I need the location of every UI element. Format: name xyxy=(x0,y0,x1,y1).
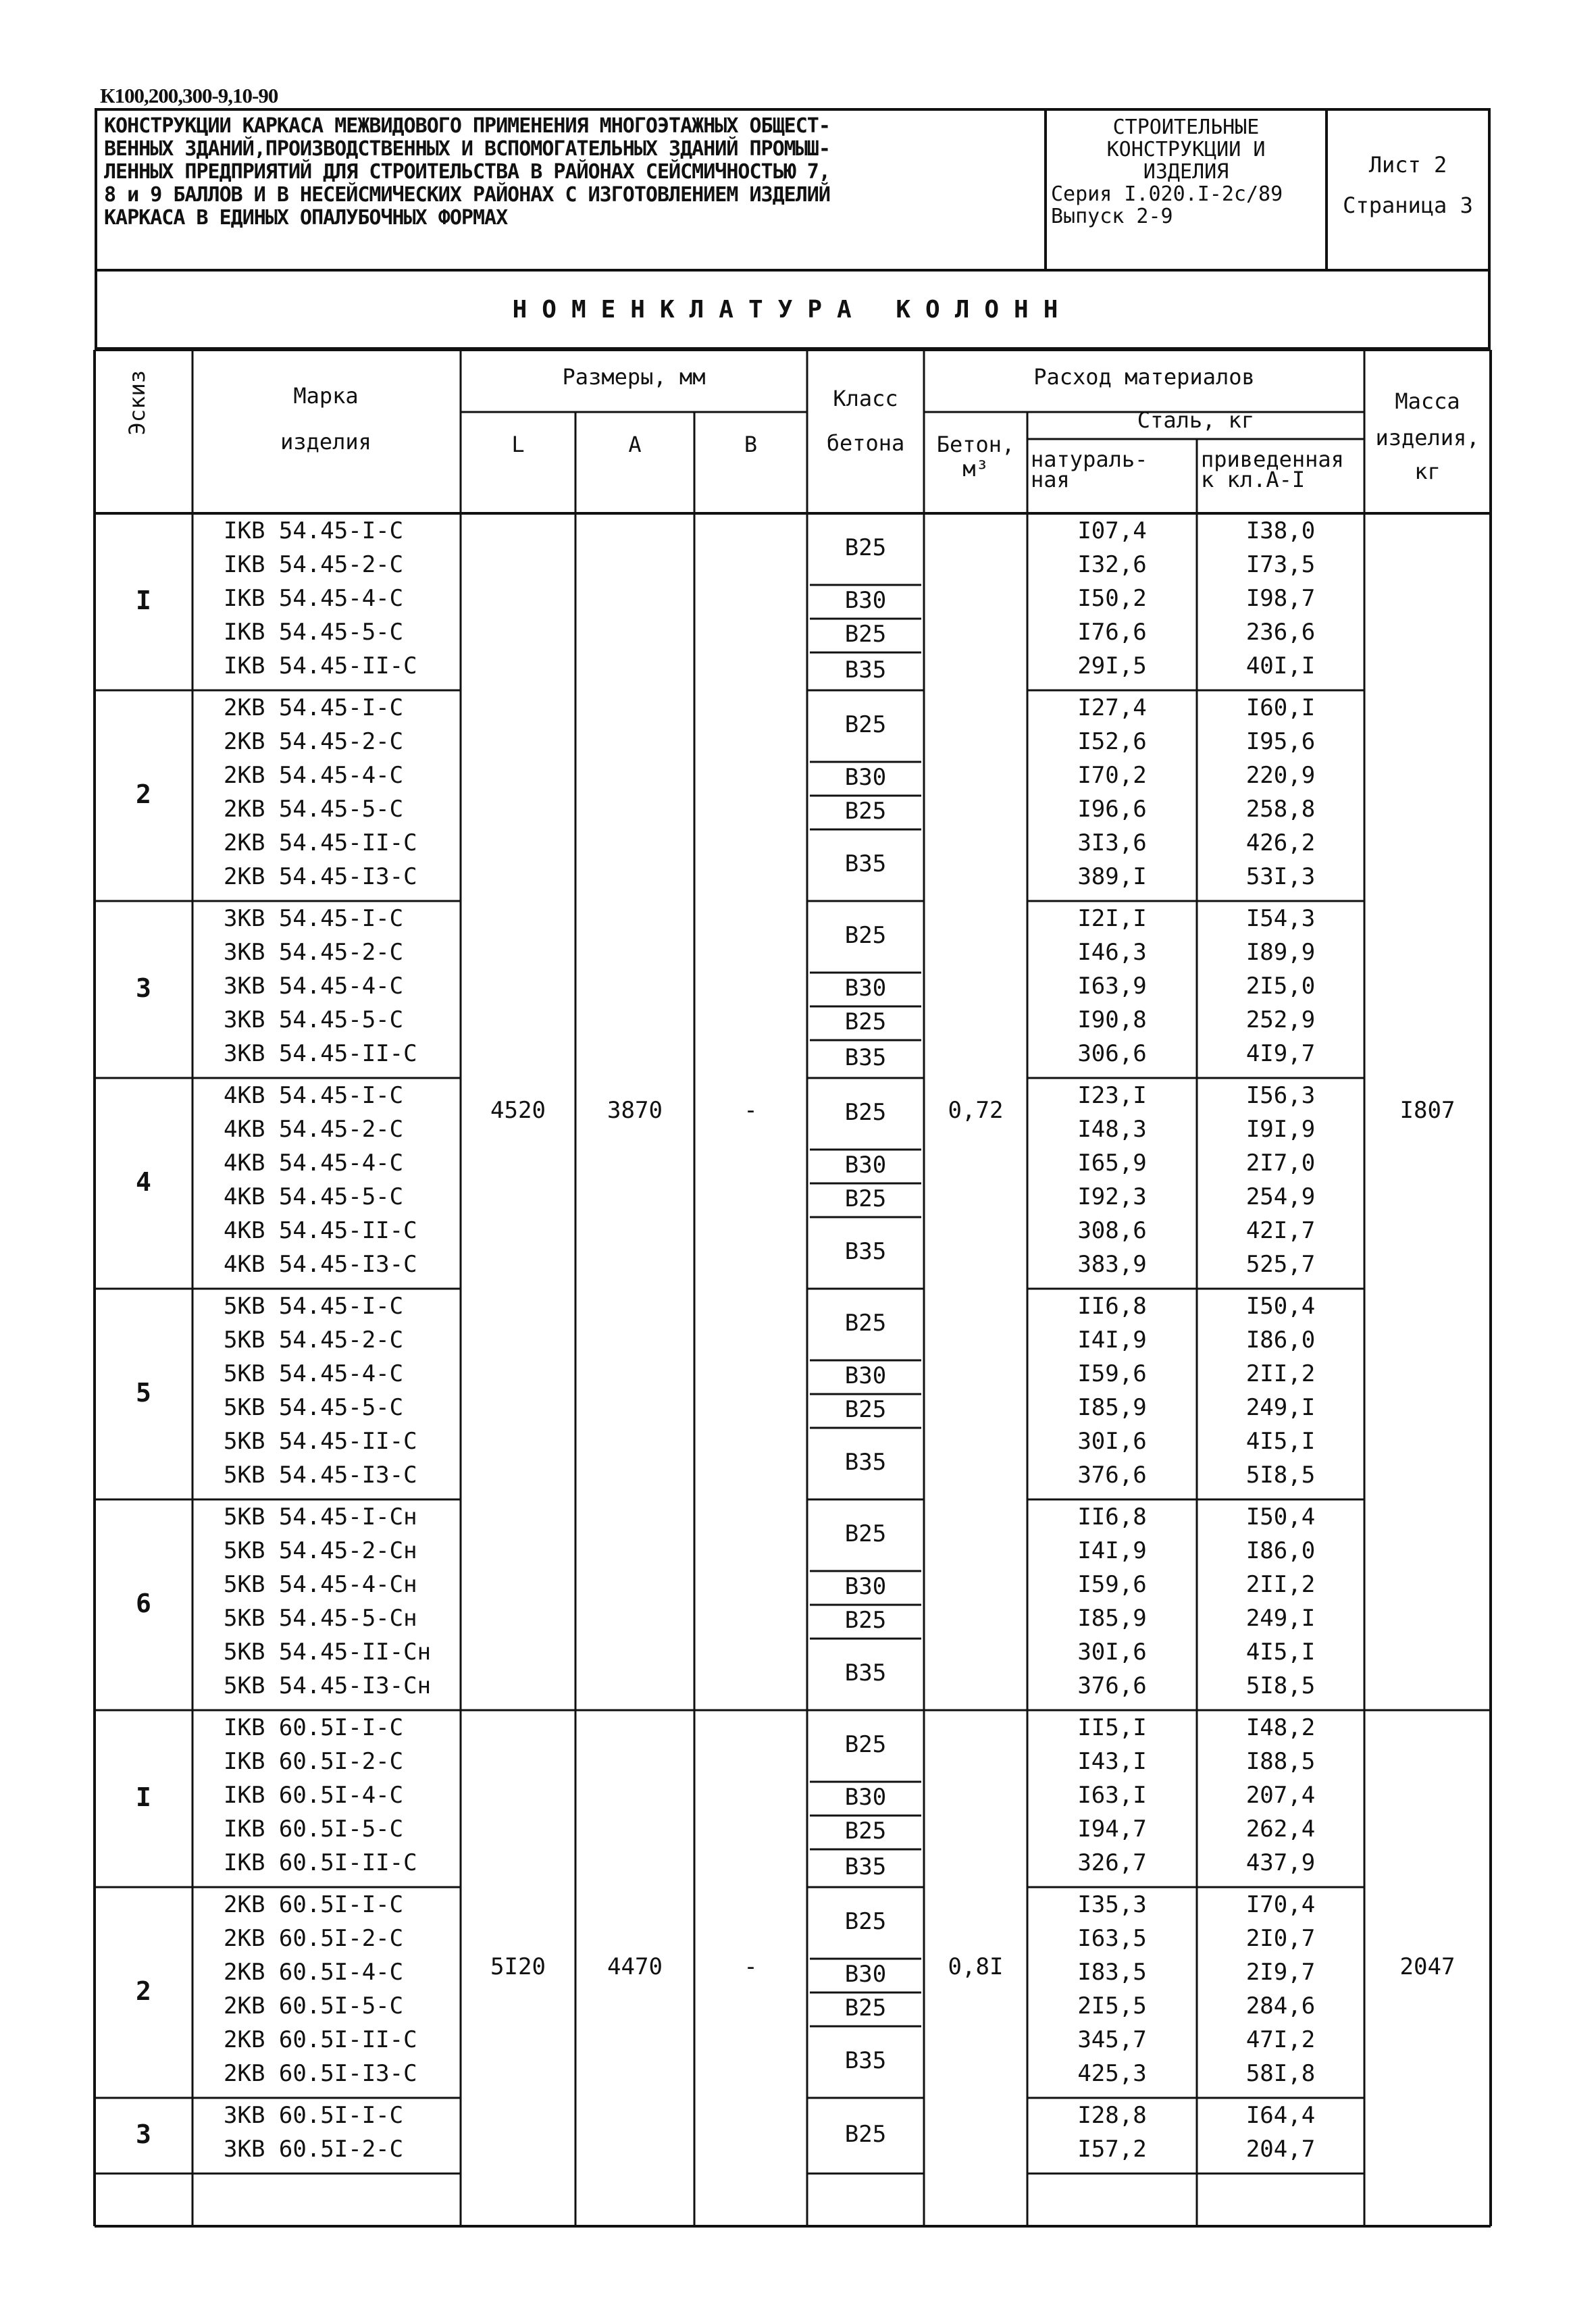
table-title: НОМЕНКЛАТУРА КОЛОНН xyxy=(95,269,1491,350)
item-mark: 3КВ 54.45-II-С xyxy=(224,1040,417,1067)
steel-reduced-value: I86,0 xyxy=(1245,1537,1316,1564)
concrete-class: B35 xyxy=(844,2047,887,2074)
steel-reduced-value: I50,4 xyxy=(1245,1293,1316,1320)
steel-reduced-value: 5I8,5 xyxy=(1245,1462,1316,1489)
steel-natural-value: I50,2 xyxy=(1077,585,1147,612)
concrete-class: B25 xyxy=(844,1310,887,1337)
concrete-class: B30 xyxy=(844,1784,887,1811)
header-series-number: Серия I.020.I-2с/89 xyxy=(1051,182,1283,206)
steel-reduced-value: I64,4 xyxy=(1245,2102,1316,2129)
item-mark: 3КВ 60.5I-2-С xyxy=(224,2136,404,2163)
item-mark: 4КВ 54.45-I3-С xyxy=(224,1251,417,1278)
steel-natural-value: I4I,9 xyxy=(1077,1537,1147,1564)
concrete-class: B35 xyxy=(844,1853,887,1880)
col-natural-header-1: натураль- xyxy=(1031,446,1148,472)
steel-natural-value: 345,7 xyxy=(1077,2026,1147,2053)
concrete-class: B35 xyxy=(844,1660,887,1687)
col-natural-header-2: ная xyxy=(1031,467,1070,492)
item-mark: 4КВ 54.45-I-С xyxy=(224,1082,404,1109)
steel-natural-value: I52,6 xyxy=(1077,728,1147,755)
steel-reduced-value: I56,3 xyxy=(1245,1082,1316,1109)
concrete-class: B25 xyxy=(844,1995,887,2022)
header-title-line: КОНСТРУКЦИИ КАРКАСА МЕЖВИДОВОГО ПРИМЕНЕНИЯ МНОГОЭТАЖНЫХ ОБЩЕСТ- xyxy=(104,114,830,138)
header-series-line: КОНСТРУКЦИИ И xyxy=(1106,138,1266,161)
sketch-number: 4 xyxy=(136,1167,151,1197)
steel-natural-value: I2I,I xyxy=(1077,905,1147,932)
item-mark: IКВ 54.45-2-С xyxy=(224,551,404,578)
steel-natural-value: 306,6 xyxy=(1077,1040,1147,1067)
item-mark: 5КВ 54.45-I3-С xyxy=(224,1462,417,1489)
steel-natural-value: I63,I xyxy=(1077,1782,1147,1809)
item-mark: 2КВ 54.45-I3-С xyxy=(224,863,417,890)
concrete-volume: 0,8I xyxy=(948,1953,1004,1980)
item-mark: 3КВ 54.45-5-С xyxy=(224,1006,404,1033)
concrete-class: B25 xyxy=(844,798,887,825)
steel-reduced-value: I38,0 xyxy=(1245,517,1316,544)
item-mark: 5КВ 54.45-II-С xyxy=(224,1428,417,1455)
concrete-class: B25 xyxy=(844,621,887,648)
item-mark: 2КВ 54.45-II-С xyxy=(224,829,417,856)
concrete-class: B25 xyxy=(844,1008,887,1035)
col-concrete-header-1: Бетон, xyxy=(936,432,1015,457)
steel-reduced-value: I88,5 xyxy=(1245,1748,1316,1775)
steel-natural-value: I32,6 xyxy=(1077,551,1147,578)
concrete-class: B35 xyxy=(844,1044,887,1071)
steel-reduced-value: 252,9 xyxy=(1245,1006,1316,1033)
steel-natural-value: I28,8 xyxy=(1077,2102,1147,2129)
item-mass: 2047 xyxy=(1399,1953,1456,1980)
steel-reduced-value: 220,9 xyxy=(1245,762,1316,789)
item-mark: IКВ 60.5I-2-С xyxy=(224,1748,404,1775)
steel-natural-value: 30I,6 xyxy=(1077,1428,1147,1455)
steel-reduced-value: 2I7,0 xyxy=(1245,1150,1316,1177)
steel-reduced-value: 47I,2 xyxy=(1245,2026,1316,2053)
steel-natural-value: I59,6 xyxy=(1077,1571,1147,1598)
concrete-class: B35 xyxy=(844,1238,887,1265)
item-mark: 2КВ 54.45-5-С xyxy=(224,796,404,823)
steel-reduced-value: 284,6 xyxy=(1245,1992,1316,2020)
col-mass-header-3: кг xyxy=(1414,459,1441,484)
concrete-class: B30 xyxy=(844,1362,887,1389)
size-L-value: 4520 xyxy=(490,1097,546,1124)
sketch-number: 3 xyxy=(136,2119,151,2149)
sketch-number: I xyxy=(136,1782,151,1812)
concrete-class: B35 xyxy=(844,1449,887,1476)
steel-reduced-value: 58I,8 xyxy=(1245,2060,1316,2087)
steel-natural-value: I46,3 xyxy=(1077,939,1147,966)
concrete-class: B25 xyxy=(844,711,887,738)
item-mark: IКВ 60.5I-I-С xyxy=(224,1714,404,1741)
steel-reduced-value: I54,3 xyxy=(1245,905,1316,932)
steel-natural-value: 29I,5 xyxy=(1077,652,1147,679)
header-title-line: ЛЕННЫХ ПРЕДПРИЯТИЙ ДЛЯ СТРОИТЕЛЬСТВА В РАЙОНАХ СЕЙСМИЧНОСТЬЮ 7, xyxy=(104,160,830,184)
concrete-class: B25 xyxy=(844,1731,887,1758)
steel-reduced-value: 53I,3 xyxy=(1245,863,1316,890)
concrete-class: B30 xyxy=(844,1152,887,1179)
steel-reduced-value: I86,0 xyxy=(1245,1327,1316,1354)
item-mark: 3КВ 60.5I-I-С xyxy=(224,2102,404,2129)
steel-reduced-value: 254,9 xyxy=(1245,1183,1316,1210)
item-mark: 5КВ 54.45-II-Сн xyxy=(224,1639,432,1666)
item-mark: 5КВ 54.45-2-С xyxy=(224,1327,404,1354)
item-mark: 3КВ 54.45-2-С xyxy=(224,939,404,966)
concrete-class: B25 xyxy=(844,1185,887,1212)
steel-reduced-value: 2II,2 xyxy=(1245,1571,1316,1598)
col-A-header: A xyxy=(628,432,642,457)
header-series-line: СТРОИТЕЛЬНЫЕ xyxy=(1112,115,1260,139)
steel-reduced-value: 437,9 xyxy=(1245,1849,1316,1876)
item-mark: 4КВ 54.45-5-С xyxy=(224,1183,404,1210)
steel-reduced-value: 426,2 xyxy=(1245,829,1316,856)
steel-natural-value: I85,9 xyxy=(1077,1394,1147,1421)
item-mark: 5КВ 54.45-2-Сн xyxy=(224,1537,417,1564)
steel-reduced-value: 236,6 xyxy=(1245,619,1316,646)
steel-reduced-value: 42I,7 xyxy=(1245,1217,1316,1244)
steel-reduced-value: 2I9,7 xyxy=(1245,1959,1316,1986)
steel-reduced-value: 207,4 xyxy=(1245,1782,1316,1809)
steel-natural-value: I90,8 xyxy=(1077,1006,1147,1033)
steel-reduced-value: 2II,2 xyxy=(1245,1360,1316,1387)
size-A-value: 3870 xyxy=(607,1097,663,1124)
steel-natural-value: I70,2 xyxy=(1077,762,1147,789)
steel-natural-value: II6,8 xyxy=(1077,1503,1147,1531)
steel-reduced-value: 5I8,5 xyxy=(1245,1672,1316,1699)
concrete-class: B35 xyxy=(844,850,887,877)
concrete-class: B30 xyxy=(844,1961,887,1988)
col-mass-header-2: изделия, xyxy=(1375,425,1480,451)
concrete-class: B30 xyxy=(844,975,887,1002)
steel-natural-value: I4I,9 xyxy=(1077,1327,1147,1354)
steel-reduced-value: I48,2 xyxy=(1245,1714,1316,1741)
item-mark: 4КВ 54.45-2-С xyxy=(224,1116,404,1143)
steel-natural-value: I48,3 xyxy=(1077,1116,1147,1143)
steel-reduced-value: I73,5 xyxy=(1245,551,1316,578)
steel-natural-value: I63,5 xyxy=(1077,1925,1147,1952)
page-number: Страница 3 xyxy=(1343,192,1473,218)
steel-reduced-value: 258,8 xyxy=(1245,796,1316,823)
concrete-class: B25 xyxy=(844,534,887,561)
header-title-line: КАРКАСА В ЕДИНЫХ ОПАЛУБОЧНЫХ ФОРМАХ xyxy=(104,206,508,230)
item-mark: IКВ 54.45-4-С xyxy=(224,585,404,612)
sketch-number: 2 xyxy=(136,1976,151,2006)
item-mark: 2КВ 54.45-2-С xyxy=(224,728,404,755)
concrete-class: B30 xyxy=(844,1573,887,1600)
concrete-class: B35 xyxy=(844,657,887,684)
concrete-class: B30 xyxy=(844,587,887,614)
item-mark: 3КВ 54.45-I-С xyxy=(224,905,404,932)
header-title-line: ВЕННЫХ ЗДАНИЙ,ПРОИЗВОДСТВЕННЫХ И ВСПОМОГАТЕЛЬНЫХ ЗДАНИЙ ПРОМЫШ- xyxy=(104,137,830,161)
header-issue: Выпуск 2-9 xyxy=(1051,205,1173,228)
concrete-class: B25 xyxy=(844,1099,887,1126)
steel-natural-value: I92,3 xyxy=(1077,1183,1147,1210)
col-mark-header-1: Марка xyxy=(293,383,359,409)
steel-natural-value: II5,I xyxy=(1077,1714,1147,1741)
col-class-header-2: бетона xyxy=(826,430,905,456)
steel-natural-value: I35,3 xyxy=(1077,1891,1147,1918)
size-A-value: 4470 xyxy=(607,1953,663,1980)
item-mark: 2КВ 54.45-I-С xyxy=(224,694,404,721)
col-reduced-header-1: приведенная xyxy=(1201,446,1344,472)
steel-natural-value: 376,6 xyxy=(1077,1462,1147,1489)
steel-reduced-value: 4I5,I xyxy=(1245,1639,1316,1666)
steel-natural-value: I83,5 xyxy=(1077,1959,1147,1986)
col-reduced-header-2: к кл.А-I xyxy=(1201,467,1306,492)
item-mark: 5КВ 54.45-4-Сн xyxy=(224,1571,417,1598)
steel-natural-value: 30I,6 xyxy=(1077,1639,1147,1666)
sketch-number: 6 xyxy=(136,1589,151,1618)
steel-reduced-value: 4I5,I xyxy=(1245,1428,1316,1455)
item-mark: 5КВ 54.45-I-С xyxy=(224,1293,404,1320)
item-mark: IКВ 54.45-II-С xyxy=(224,652,417,679)
col-class-header-1: Класс xyxy=(833,386,898,411)
sketch-number: I xyxy=(136,586,151,615)
col-B-header: B xyxy=(744,432,758,457)
steel-natural-value: 383,9 xyxy=(1077,1251,1147,1278)
item-mark: 4КВ 54.45-4-С xyxy=(224,1150,404,1177)
col-L-header: L xyxy=(511,432,525,457)
concrete-class: B25 xyxy=(844,1520,887,1547)
concrete-class: B25 xyxy=(844,1908,887,1935)
item-mark: 3КВ 54.45-4-С xyxy=(224,973,404,1000)
steel-reduced-value: I95,6 xyxy=(1245,728,1316,755)
steel-natural-value: I94,7 xyxy=(1077,1816,1147,1843)
steel-reduced-value: 525,7 xyxy=(1245,1251,1316,1278)
col-steel-header: Сталь, кг xyxy=(1137,407,1255,433)
steel-reduced-value: 4I9,7 xyxy=(1245,1040,1316,1067)
header-series-line: ИЗДЕЛИЯ xyxy=(1143,160,1229,184)
item-mark: 2КВ 60.5I-5-С xyxy=(224,1992,404,2020)
item-mark: 5КВ 54.45-I3-Сн xyxy=(224,1672,432,1699)
concrete-class: B25 xyxy=(844,2121,887,2148)
header-title-line: 8 и 9 БАЛЛОВ И В НЕСЕЙСМИЧЕСКИХ РАЙОНАХ С ИЗГОТОВЛЕНИЕМ ИЗДЕЛИЙ xyxy=(104,183,830,207)
item-mass: I807 xyxy=(1399,1097,1456,1124)
size-B-value: - xyxy=(744,1953,758,1980)
steel-natural-value: 425,3 xyxy=(1077,2060,1147,2087)
steel-natural-value: I57,2 xyxy=(1077,2136,1147,2163)
steel-natural-value: I59,6 xyxy=(1077,1360,1147,1387)
item-mark: 2КВ 60.5I-2-С xyxy=(224,1925,404,1952)
steel-natural-value: I96,6 xyxy=(1077,796,1147,823)
steel-reduced-value: 204,7 xyxy=(1245,2136,1316,2163)
sketch-number: 3 xyxy=(136,973,151,1003)
steel-natural-value: 308,6 xyxy=(1077,1217,1147,1244)
item-mark: IКВ 60.5I-5-С xyxy=(224,1816,404,1843)
concrete-volume: 0,72 xyxy=(948,1097,1004,1124)
item-mark: 5КВ 54.45-5-С xyxy=(224,1394,404,1421)
document-code: К100,200,300-9,10-90 xyxy=(100,84,278,107)
col-concrete-header-2: м³ xyxy=(962,456,989,482)
steel-reduced-value: I98,7 xyxy=(1245,585,1316,612)
steel-natural-value: I43,I xyxy=(1077,1748,1147,1775)
item-mark: IКВ 60.5I-4-С xyxy=(224,1782,404,1809)
steel-reduced-value: I50,4 xyxy=(1245,1503,1316,1531)
steel-reduced-value: I60,I xyxy=(1245,694,1316,721)
item-mark: IКВ 60.5I-II-С xyxy=(224,1849,417,1876)
item-mark: 5КВ 54.45-I-Сн xyxy=(224,1503,417,1531)
concrete-class: B25 xyxy=(844,1607,887,1634)
steel-natural-value: I07,4 xyxy=(1077,517,1147,544)
item-mark: 5КВ 54.45-4-С xyxy=(224,1360,404,1387)
col-sizes-header: Размеры, мм xyxy=(562,364,706,390)
steel-natural-value: I23,I xyxy=(1077,1082,1147,1109)
item-mark: 2КВ 54.45-4-С xyxy=(224,762,404,789)
sheet-number: Лист 2 xyxy=(1368,152,1447,178)
steel-reduced-value: 2I0,7 xyxy=(1245,1925,1316,1952)
item-mark: 5КВ 54.45-5-Сн xyxy=(224,1605,417,1632)
steel-natural-value: 2I5,5 xyxy=(1077,1992,1147,2020)
steel-natural-value: I85,9 xyxy=(1077,1605,1147,1632)
col-sketch-header: Эскиз xyxy=(124,370,150,436)
item-mark: 4КВ 54.45-II-С xyxy=(224,1217,417,1244)
steel-reduced-value: 262,4 xyxy=(1245,1816,1316,1843)
steel-reduced-value: I70,4 xyxy=(1245,1891,1316,1918)
size-B-value: - xyxy=(744,1097,758,1124)
col-mark-header-2: изделия xyxy=(280,429,371,455)
steel-natural-value: I65,9 xyxy=(1077,1150,1147,1177)
steel-reduced-value: I89,9 xyxy=(1245,939,1316,966)
steel-natural-value: 389,I xyxy=(1077,863,1147,890)
col-mass-header-1: Масса xyxy=(1395,388,1460,414)
steel-natural-value: II6,8 xyxy=(1077,1293,1147,1320)
sketch-number: 5 xyxy=(136,1378,151,1408)
steel-natural-value: 376,6 xyxy=(1077,1672,1147,1699)
col-materials-header: Расход материалов xyxy=(1033,364,1255,390)
steel-reduced-value: 249,I xyxy=(1245,1394,1316,1421)
item-mark: IКВ 54.45-I-С xyxy=(224,517,404,544)
item-mark: IКВ 54.45-5-С xyxy=(224,619,404,646)
steel-natural-value: 326,7 xyxy=(1077,1849,1147,1876)
steel-natural-value: I63,9 xyxy=(1077,973,1147,1000)
concrete-class: B25 xyxy=(844,1396,887,1423)
item-mark: 2КВ 60.5I-II-С xyxy=(224,2026,417,2053)
steel-natural-value: I76,6 xyxy=(1077,619,1147,646)
item-mark: 2КВ 60.5I-I-С xyxy=(224,1891,404,1918)
steel-reduced-value: 2I5,0 xyxy=(1245,973,1316,1000)
steel-reduced-value: I9I,9 xyxy=(1245,1116,1316,1143)
sketch-number: 2 xyxy=(136,779,151,809)
item-mark: 2КВ 60.5I-4-С xyxy=(224,1959,404,1986)
steel-reduced-value: 249,I xyxy=(1245,1605,1316,1632)
item-mark: 2КВ 60.5I-I3-С xyxy=(224,2060,417,2087)
steel-natural-value: 3I3,6 xyxy=(1077,829,1147,856)
size-L-value: 5I20 xyxy=(490,1953,546,1980)
concrete-class: B25 xyxy=(844,1818,887,1845)
steel-natural-value: I27,4 xyxy=(1077,694,1147,721)
concrete-class: B25 xyxy=(844,922,887,949)
steel-reduced-value: 40I,I xyxy=(1245,652,1316,679)
concrete-class: B30 xyxy=(844,764,887,791)
